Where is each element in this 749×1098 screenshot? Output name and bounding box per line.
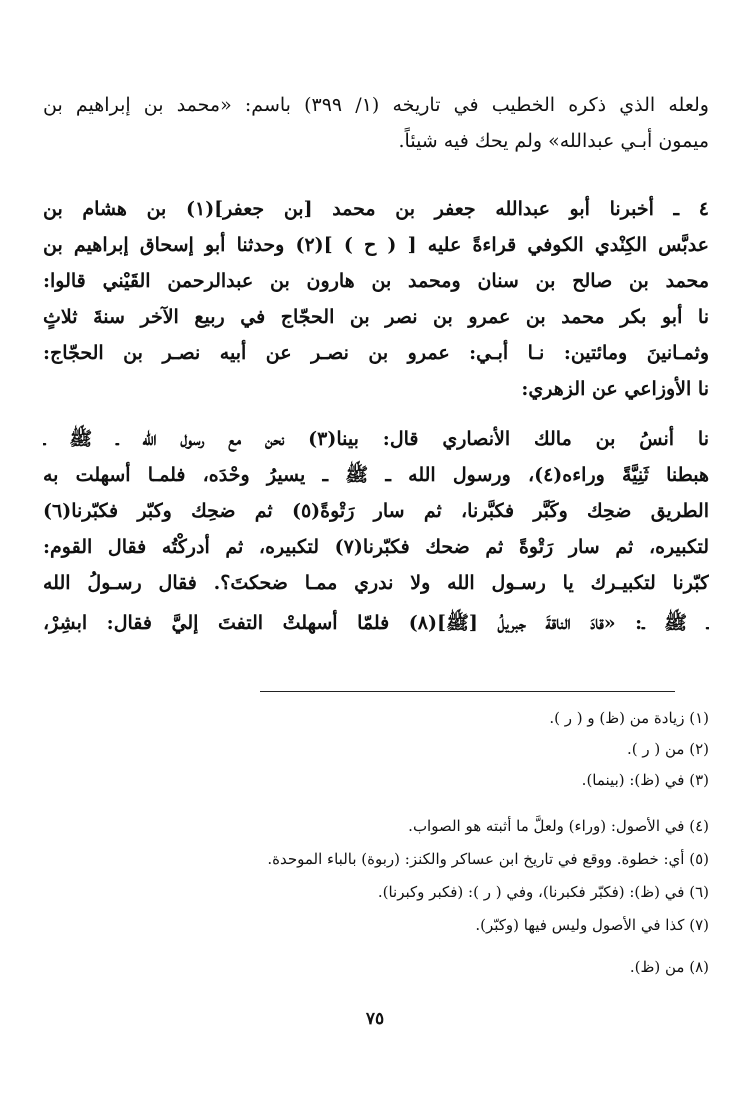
hadith-line: وثمـانينَ ومائتين: نـا أبـي: عمرو بن نصـر عن أبيه نصـر بن الحجّاج: [43,342,709,364]
page-number: ٧٥ [365,1009,385,1029]
footnote-4: (٤) في الأصول: (وراء) ولعلَّ ما أثبته هو الصواب. [408,817,709,835]
narration-line: كبّرنا لتكبيـرك يا رسـول الله ولا ندري ممـا ضحكتَ؟. فقال رسـولُ الله [43,572,709,594]
narration-line: هبطنا ثَنِيَّةً وراءه(٤)، ورسول الله ـ ﷺ ـ يسيرُ وحْدَه، فلمـا أسهلت به [43,464,709,486]
narration-line: نا أنسُ بن مالك الأنصاري قال: بينا(٣) نحن مع رسول الله ـ ﷺ ـ [43,428,709,450]
hadith-line: نا أبو بكر محمد بن عمرو بن نصر بن الحجّاج في ربيع الآخر سنةَ ثلاثٍ [43,306,709,328]
footnote-1: (١) زيادة من (ظ) و ( ر ). [549,709,709,727]
footnote-3: (٣) في (ظ): (بينما). [581,771,709,789]
hadith-line: عدبَّس الكِنْدي الكوفي قراءةً عليه [ ( ح ) ](٢) وحدثنا أبو إسحاق إبراهيم بن [43,234,709,256]
footnote-8: (٨) من (ظ). [629,958,709,976]
intro-line: ميمون أبـي عبدالله» ولم يحك فيه شيئاً. [398,130,709,152]
hadith-line: ٤ ـ أخبرنا أبو عبدالله جعفر بن محمد [بن جعفر](١) بن هشام بن [43,198,709,220]
intro-line: ولعله الذي ذكره الخطيب في تاريخه (١/ ٣٩٩) باسم: «محمد بن إبراهيم بن [43,94,709,116]
footnote-6: (٦) في (ظ): (فكبّر فكبرنا)، وفي ( ر ): (فكبر وكبرنا). [377,883,709,901]
narration-line: الطريق ضحِك وكَبَّر فكبَّرنا، ثم سار رَتْوةً(٥) ثم ضحِك وكبّر فكبّرنا(٦) [43,500,709,522]
footnote-divider [260,691,675,692]
hadith-line: محمد بن صالح بن سنان ومحمد بن هارون بن عبدالرحمن القَيْني قالوا: [43,270,709,292]
narration-line: لتكبيره، ثم سار رَتْوةً ثم ضحك فكبّرنا(٧) لتكبيره، ثم أدركْتُه فقال القوم: [43,536,709,558]
footnote-7: (٧) كذا في الأصول وليس فيها (وكبّر). [475,916,709,934]
hadith-line: نا الأوزاعي عن الزهري: [521,378,709,400]
narration-line: ـ ﷺ ـ: «قادَ الناقةَ جبريلُ [ﷺ](٨) فلمّا أسهلتْ التفتَ إليَّ فقال: ابشِرْ، [43,612,709,634]
footnote-5: (٥) أي: خطوة. ووقع في تاريخ ابن عساكر والكنز: (ربوة) بالباء الموحدة. [267,850,709,868]
footnote-2: (٢) من ( ر ). [626,740,709,758]
